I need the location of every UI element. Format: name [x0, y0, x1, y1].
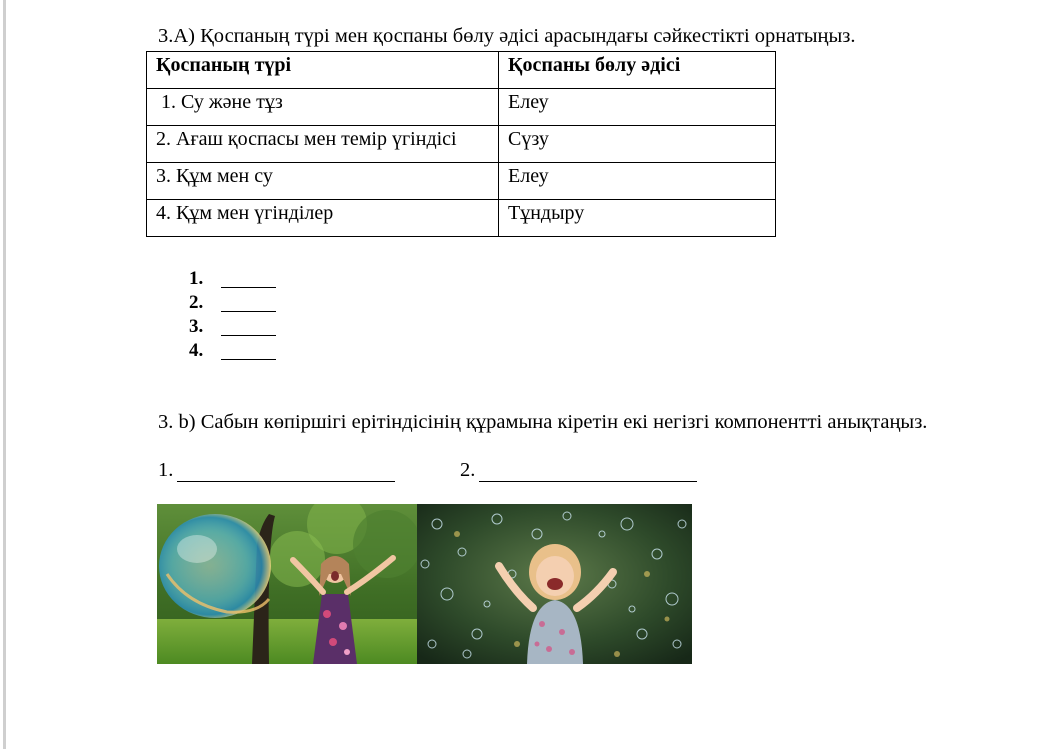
table-header-mixture-type: Қоспаның түрі — [147, 52, 499, 89]
table-header-row — [147, 52, 776, 89]
answer-number: 2. — [189, 292, 204, 313]
answer-number: 1. — [189, 268, 204, 289]
table-cell: 4. Құм мен үгінділер — [147, 200, 499, 237]
table-row — [147, 89, 776, 126]
matching-table — [146, 51, 776, 237]
table-header-separation-method: Қоспаны бөлу әдісі — [499, 52, 776, 89]
girl-laughing-bubbles-photo — [417, 504, 692, 664]
table-row — [147, 163, 776, 200]
girl-with-big-bubble-photo — [157, 504, 417, 664]
answer-blank[interactable] — [221, 292, 276, 312]
answer-item — [189, 268, 276, 292]
answer-number: 4. — [189, 340, 204, 361]
blank-label: 2. — [460, 459, 476, 481]
blank-line[interactable] — [479, 459, 697, 482]
table-cell: Тұндыру — [499, 200, 776, 237]
question-b-title: 3. b) Сабын көпіршігі ерітіндісінің құрамына кіретін екі негізгі компонентті анықтаңыз. — [158, 411, 928, 433]
table-cell: 1. Су және тұз — [147, 89, 499, 126]
answer-list — [189, 268, 276, 364]
table-cell: Елеу — [499, 163, 776, 200]
answer-blank[interactable] — [221, 316, 276, 336]
table-row — [147, 200, 776, 237]
answer-blank[interactable] — [221, 340, 276, 360]
blank-label: 1. — [158, 459, 174, 481]
table-cell: 3. Құм мен су — [147, 163, 499, 200]
photo-strip — [157, 504, 692, 664]
table-cell: 2. Ағаш қоспасы мен темір үгіндісі — [147, 126, 499, 163]
answer-item — [189, 340, 276, 364]
answer-blank[interactable] — [221, 268, 276, 288]
page-edge — [3, 0, 6, 749]
component-blank-1 — [158, 459, 395, 482]
table-row — [147, 126, 776, 163]
table-cell: Елеу — [499, 89, 776, 126]
table-cell: Сүзу — [499, 126, 776, 163]
question-a-title: 3.A) Қоспаның түрі мен қоспаны бөлу әдісі арасындағы сәйкестікті орнатыңыз. — [158, 25, 856, 47]
blank-line[interactable] — [177, 459, 395, 482]
answer-item — [189, 316, 276, 340]
answer-item — [189, 292, 276, 316]
component-blank-2 — [460, 459, 697, 482]
answer-number: 3. — [189, 316, 204, 337]
